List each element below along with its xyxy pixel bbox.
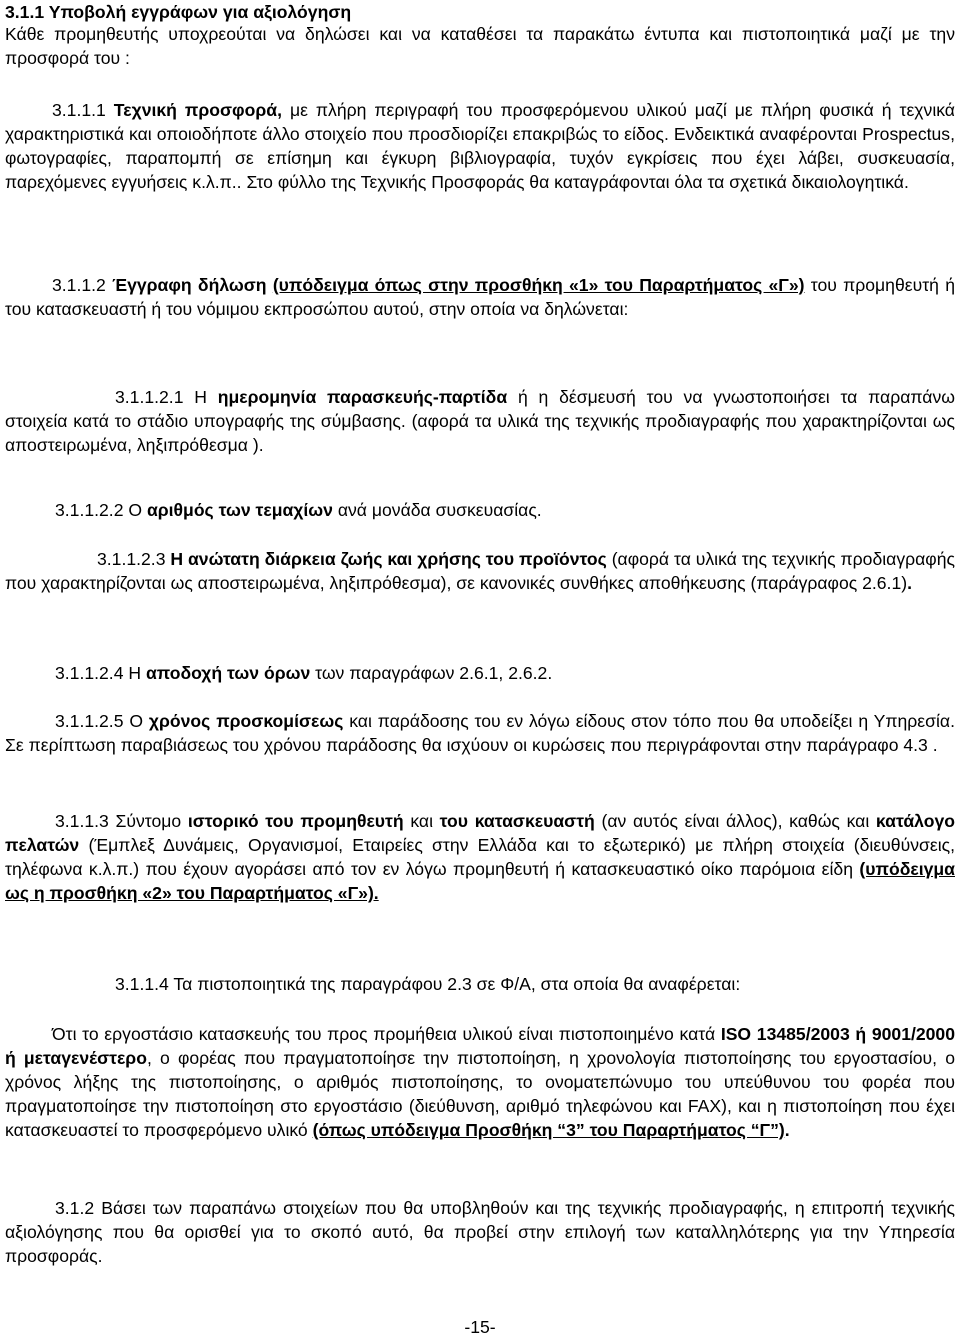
clause-text: (αν αυτός είναι άλλος), καθώς και <box>594 811 876 831</box>
clause-bold: και χρήσης του προϊόντος <box>387 549 607 569</box>
clause-number: 3.1.1.2 <box>52 275 113 295</box>
clause-number: 3.1.1.3 Σύντομο <box>55 811 188 831</box>
page-number: -15- <box>464 1317 496 1337</box>
clause-number: 3.1.1.2.3 <box>97 549 171 569</box>
paragraph-3-1-1-2-5 <box>5 709 955 757</box>
clause-number: 3.1.1.2.5 Ο <box>55 711 149 731</box>
clause-bold: ιστορικό του προμηθευτή <box>187 811 404 831</box>
paragraph-3-1-1-2-3 <box>5 547 955 595</box>
paragraph-3-1-1-4: 3.1.1.4 Τα πιστοποιητικά της παραγράφου 2.3 σε Φ/Α, στα οποία θα αναφέρεται: <box>115 974 741 994</box>
clause-text: Ότι το εργοστάσιο κατασκευής του προς προμήθεια υλικού είναι πιστοποιημένο κατά <box>52 1024 721 1044</box>
section-intro: Κάθε προμηθευτής υποχρεούται να δηλώσει και να καταθέσει τα παρακάτω έντυπα και πιστοποιητικά μαζί με την προσφορά του : <box>5 24 955 68</box>
clause-bold: Η ανώτατη διάρκεια ζωής <box>170 549 383 569</box>
paragraph-3-1-1-1 <box>5 98 955 194</box>
paragraph-3-1-1-3 <box>5 809 955 905</box>
section-heading <box>5 0 955 24</box>
clause-bold: χρόνος προσκομίσεως <box>148 711 344 731</box>
clause-number: 3.1.1.2.1 Η <box>115 387 218 407</box>
heading-number: 3.1.1 <box>5 2 45 22</box>
clause-text: (αφορά τα υλικά της τεχνικής προδιαγραφής που χαρακτηρίζονται ως αποστειρωμένα, ληξιπρόθεσμα), σε κανονικές συνθήκες αποθήκευσης (παράγραφος 2.6.1) <box>5 549 955 593</box>
clause-text: των παραγράφων 2.6.1, 2.6.2. <box>310 663 553 683</box>
paragraph-3-1-1-2-4 <box>5 661 955 685</box>
clause-number: 3.1.1.1 <box>52 100 114 120</box>
clause-text: και παράδοσης του εν λόγω είδους στον τόπο που θα υποδείξει η Υπηρεσία. Σε περίπτωση παραβιάσεως του χρόνου παράδοσης θα ισχύουν οι κυρώσεις που περιγράφονται στην παράγραφο 4.3 . <box>5 711 955 755</box>
clause-text: ή η δέσμευσή του να γνωστοποιήσει τα παραπάνω στοιχεία κατά το στάδιο υπογραφής της σύμβασης. (αφορά τα υλικά της τεχνικής προδιαγραφής που χαρακτηρίζονται ως αποστειρωμένα, ληξιπρόθεσμα ). <box>5 387 955 455</box>
clause-bold: Έγγραφη δήλωση <box>112 275 273 295</box>
clause-number: 3.1.2 <box>55 1198 102 1218</box>
clause-bold: κατάλογο πελατών <box>5 811 955 855</box>
clause-text: του προμηθευτή ή του κατασκευαστή ή του νόμιμου εκπροσώπου αυτού, στην οποία να δηλώνεται: <box>5 275 955 319</box>
clause-number: 3.1.1.2.2 Ο <box>55 500 147 520</box>
clause-bold-underline: (υπόδειγμα ως η προσθήκη «2» του Παραρτήματος «Γ»). <box>5 859 955 903</box>
clause-bold: Τεχνική προσφορά, <box>113 100 282 120</box>
clause-bold: αποδοχή των όρων <box>145 663 311 683</box>
heading-title: Υποβολή εγγράφων για αξιολόγηση <box>48 2 352 22</box>
clause-number: 3.1.1.2.4 Η <box>55 663 146 683</box>
clause-bold: . <box>784 1120 790 1140</box>
clause-text: με πλήρη περιγραφή του προσφερόμενου υλικού μαζί με πλήρη φυσικά ή τεχνικά χαρακτηριστικά και οποιοδήποτε άλλο στοιχείο που προσδιορίζει επακριβώς το είδος. Ενδεικτικά αναφέρονται Prospectus, φωτογραφίες, παραπομπή σε επίσημη και έγκυρη βιβλιογραφία, τυχόν εγκρίσεις που έχει λάβει, συσκευασία, παρεχόμενες εγγυήσεις κ.λ.π.. Στο φύλλο της Τεχνικής Προσφοράς θα καταγράφονται όλα τα σχετικά δικαιολογητικά. <box>5 100 955 192</box>
paragraph-3-1-1-2-1 <box>5 385 955 457</box>
clause-bold: . <box>907 573 912 593</box>
clause-bold: του κατασκευαστή <box>439 811 595 831</box>
clause-text: ανά μονάδα συσκευασίας. <box>332 500 542 520</box>
clause-text: και <box>403 811 440 831</box>
paragraph-iso-certification <box>5 1022 955 1142</box>
clause-bold: αριθμός των τεμαχίων <box>146 500 333 520</box>
clause-bold: ημερομηνία παρασκευής-παρτίδα <box>217 387 508 407</box>
clause-bold: ISO 13485/2003 ή 9001/2000 ή μεταγενέστερο <box>5 1024 956 1068</box>
paragraph-3-1-1-2 <box>5 273 955 321</box>
clause-text: Βάσει των παραπάνω στοιχείων που θα υποβληθούν και της τεχνικής προδιαγραφής, η επιτροπή τεχνικής αξιολόγησης που θα ορισθεί για το σκοπό αυτό, θα προβεί στην επιλογή των καταλληλότερης για την Υπηρεσία προσφοράς. <box>5 1198 955 1266</box>
paragraph-3-1-1-2-2 <box>5 498 955 522</box>
paragraph-3-1-2 <box>5 1196 955 1268</box>
clause-bold-underline: (υπόδειγμα όπως στην προσθήκη «1» του Παραρτήματος «Γ») <box>272 275 805 295</box>
clause-bold-underline: (όπως υπόδειγμα Προσθήκη “3” του Παραρτήματος “Γ”) <box>312 1120 785 1140</box>
clause-text: , ο φορέας που πραγματοποίησε την πιστοποίηση, η χρονολογία πιστοποίησης του εργοστασίου, ο χρόνος λήξης της πιστοποίησης, ο αριθμός πιστοποίησης, το ονοματεπώνυμο του υπεύθυνου του φορέα που πραγματοποίησε την πιστοποίηση στο εργοστάσιο (διεύθυνση, αριθμό τηλεφώνου και FAX), και η πιστοποίηση που έχει κατασκευαστεί το προσφερόμενο υλικό <box>5 1048 955 1140</box>
clause-text: (Έμπλεξ Δυνάμεις, Οργανισμοί, Εταιρείες στην Ελλάδα και το εξωτερικό) με πλήρη στοιχεία (διευθύνσεις, τηλέφωνα κ.λ.π.) που έχουν αγοράσει από τον εν λόγω προμηθευτή ή κατασκευαστικό οίκο παρόμοια είδη <box>5 835 955 879</box>
